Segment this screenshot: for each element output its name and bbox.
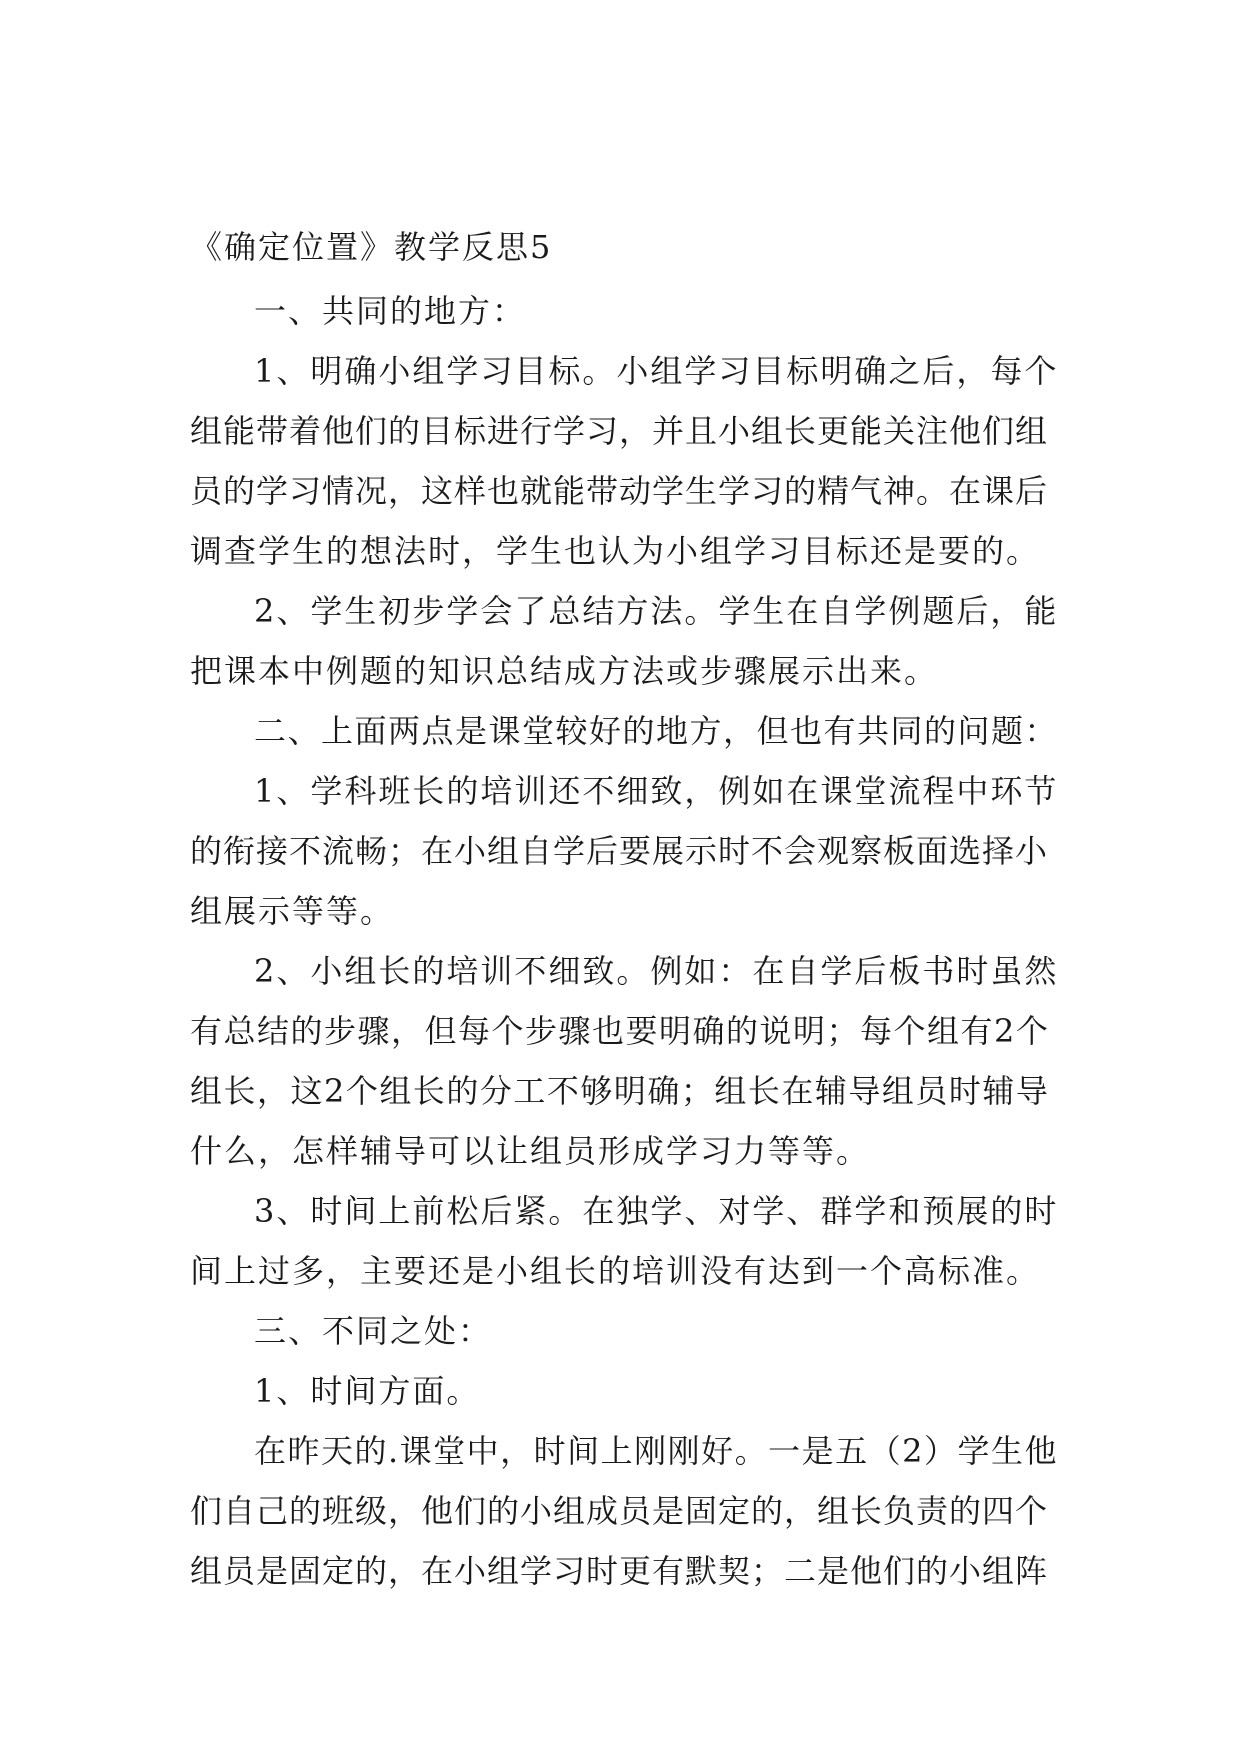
paragraph-line: 组能带着他们的目标进行学习，并且小组长更能关注他们组 — [190, 412, 1049, 450]
paragraph-line: 2、学生初步学会了总结方法。学生在自学例题后，能 — [254, 592, 1059, 630]
paragraph-line: 组员是固定的，在小组学习时更有默契；二是他们的小组阵 — [190, 1552, 1049, 1590]
document-title: 《确定位置》教学反思5 — [190, 228, 553, 266]
paragraph-line: 调查学生的想法时，学生也认为小组学习目标还是要的。 — [190, 532, 1041, 570]
subsection-heading: 1、时间方面。 — [254, 1372, 481, 1410]
paragraph-line: 在昨天的.课堂中，时间上刚刚好。一是五（2）学生他 — [254, 1432, 1059, 1470]
section-heading: 一、共同的地方： — [254, 292, 527, 330]
paragraph-line: 3、时间上前松后紧。在独学、对学、群学和预展的时 — [254, 1192, 1059, 1230]
paragraph-line: 间上过多，主要还是小组长的培训没有达到一个高标准。 — [190, 1252, 1041, 1290]
paragraph-line: 1、明确小组学习目标。小组学习目标明确之后，每个 — [254, 352, 1059, 390]
paragraph-line: 什么，怎样辅导可以让组员形成学习力等等。 — [190, 1132, 871, 1170]
paragraph-line: 有总结的步骤，但每个步骤也要明确的说明；每个组有2个 — [190, 1012, 1050, 1050]
paragraph-line: 组长，这2个组长的分工不够明确；组长在辅导组员时辅导 — [190, 1072, 1050, 1110]
paragraph-line: 1、学科班长的培训还不细致，例如在课堂流程中环节 — [254, 772, 1059, 810]
document-body — [190, 225, 1060, 1601]
paragraph-line: 2、小组长的培训不细致。例如：在自学后板书时虽然 — [254, 952, 1059, 990]
section-heading: 三、不同之处： — [254, 1312, 493, 1350]
section-heading: 二、上面两点是课堂较好的地方，但也有共同的问题： — [254, 712, 1059, 750]
paragraph-line: 组展示等等。 — [190, 892, 395, 930]
paragraph-line: 员的学习情况，这样也就能带动学生学习的精气神。在课后 — [190, 472, 1049, 510]
paragraph-line: 们自己的班级，他们的小组成员是固定的，组长负责的四个 — [190, 1492, 1049, 1530]
paragraph-line: 把课本中例题的知识总结成方法或步骤展示出来。 — [190, 652, 939, 690]
paragraph-line: 的衔接不流畅；在小组自学后要展示时不会观察板面选择小 — [190, 832, 1049, 870]
